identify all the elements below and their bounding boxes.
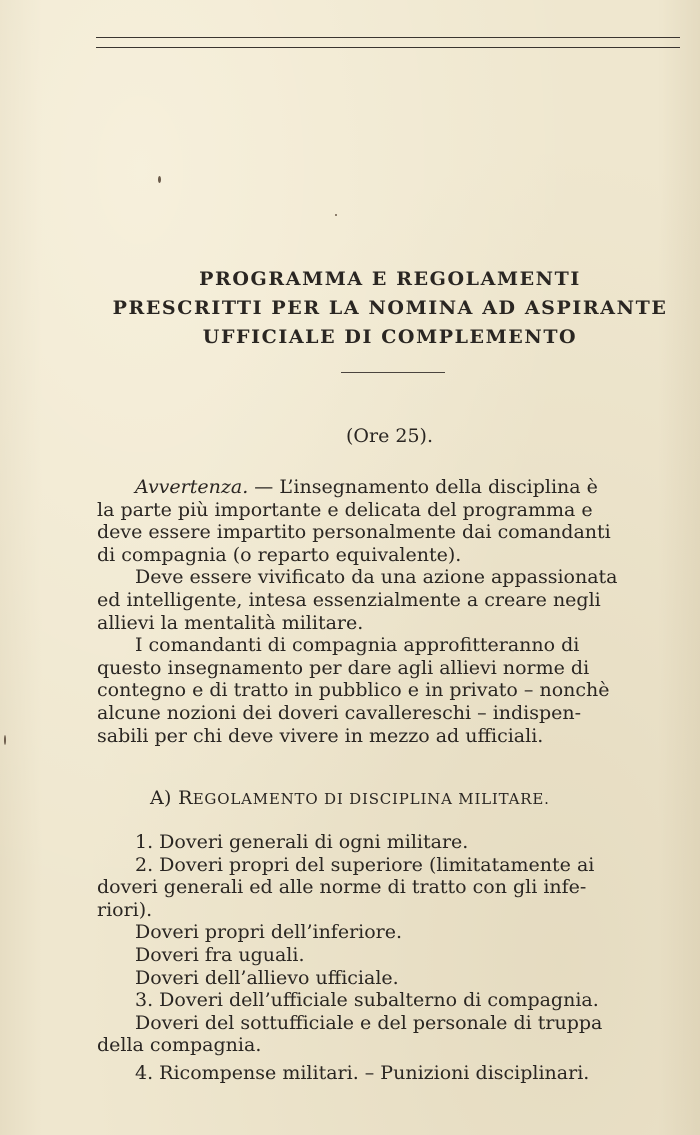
- notice-line-5: Deve essere vivificato da una azione appassionata: [135, 566, 618, 589]
- notice-line-8: I comandanti di compagnia approfitteranno di: [135, 634, 580, 657]
- notice-line-3: deve essere impartito personalmente dai comandanti: [97, 521, 611, 544]
- notice-block: [97, 476, 690, 747]
- item-line-1: 1. Doveri generali di ogni militare.: [135, 831, 469, 853]
- item-line-9: Doveri del sottufficiale e del personale di truppa: [135, 1011, 603, 1034]
- item-line-4: riori).: [97, 898, 153, 921]
- hours-note: (Ore 25).: [346, 425, 433, 447]
- page-title: [90, 265, 690, 352]
- notice-line-12: sabili per chi deve vivere in mezzo ad ufficiali.: [97, 724, 544, 747]
- item-line-8: 3. Doveri dell’ufficiale subalterno di compagnia.: [135, 989, 599, 1012]
- section-word-3: DISCIPLINA MILITARE.: [349, 790, 550, 808]
- item-line-3: doveri generali ed alle norme di tratto con gli infe-: [97, 876, 587, 899]
- paper-speck: [335, 214, 337, 216]
- notice-line-10: contegno e di tratto in pubblico e in privato – nonchè: [97, 679, 610, 702]
- section-heading: [150, 787, 550, 809]
- title-line-1: PROGRAMMA E REGOLAMENTI: [199, 268, 581, 290]
- notice-line-4: di compagnia (o reparto equivalente).: [97, 543, 462, 566]
- notice-first-text: — L’insegnamento della disciplina è: [248, 476, 598, 498]
- section-initial: R: [178, 787, 193, 809]
- notice-line-9: questo insegnamento per dare agli allievi norme di: [97, 656, 590, 679]
- items-block: [97, 831, 690, 1085]
- paper-speck: [158, 176, 161, 183]
- section-prefix: A): [150, 787, 179, 809]
- item-line-2: 2. Doveri propri del superiore (limitatamente ai: [135, 853, 595, 876]
- paper-speck: [4, 735, 6, 745]
- title-line-3: UFFICIALE DI COMPLEMENTO: [202, 326, 578, 348]
- top-rule-upper: [96, 37, 680, 38]
- top-rule-lower: [96, 47, 680, 48]
- title-divider: [341, 372, 445, 373]
- notice-line-11: alcune nozioni dei doveri cavallereschi – indispen-: [97, 701, 582, 724]
- item-line-7: Doveri dell’allievo ufficiale.: [135, 966, 399, 989]
- notice-line-1: [97, 476, 690, 499]
- notice-line-6: ed intelligente, intesa essenzialmente a creare negli: [97, 588, 601, 611]
- section-word-2: DI: [318, 790, 350, 808]
- notice-line-2: la parte più importante e delicata del programma e: [97, 498, 593, 521]
- item-line-6: Doveri fra uguali.: [135, 943, 305, 966]
- notice-line-7: allievi la mentalità militare.: [97, 611, 364, 634]
- item-line-5: Doveri propri dell’inferiore.: [135, 921, 403, 944]
- item-line-10: della compagnia.: [97, 1034, 262, 1057]
- item-line-11: 4. Ricompense militari. – Punizioni disciplinari.: [135, 1061, 590, 1084]
- notice-label: Avvertenza.: [135, 476, 249, 498]
- title-line-2: PRESCRITTI PER LA NOMINA AD ASPIRANTE: [112, 297, 668, 319]
- section-word-1: EGOLAMENTO: [192, 790, 319, 808]
